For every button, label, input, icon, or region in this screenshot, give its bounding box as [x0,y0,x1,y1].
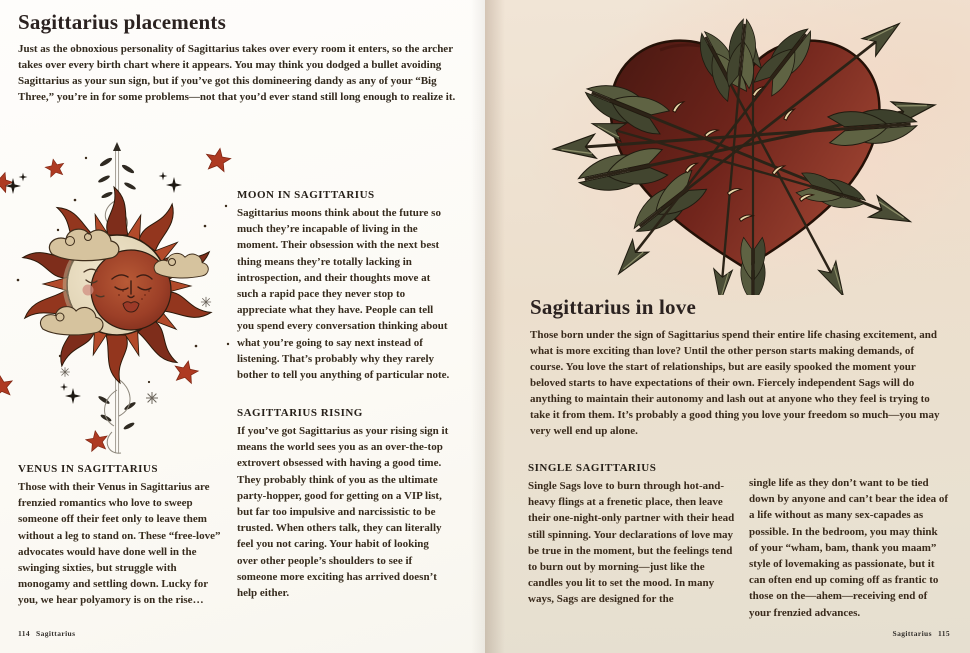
section-single [528,461,736,608]
section-moon [237,188,451,383]
page-title-placements: Sagittarius placements [18,10,226,34]
running-head-right: Sagittarius [892,629,932,638]
section-body-rising: If you’ve got Sagittarius as your rising sign it means the world sees you as an over-the-top extrovert obsessed with having a good time. They probably think of you as the ultimate party-hopper, good for getting on a VIP list, but far too impulsive and narcissistic to be trusted. When others talk, they can literally feel you not caring. Your habit of looking over other people’s shoulders to see if someone more exciting has arrived doesn’t help either. [237,425,449,600]
page-number-left: 114 [18,629,31,638]
right-page-footer [893,629,950,638]
page-number-right: 115 [937,629,950,638]
page-title-in-love: Sagittarius in love [530,295,696,319]
in-love-intro-paragraph: Those born under the sign of Sagittarius spend their entire life chasing excitement, and what is more exciting than love? Until the other person starts making demands, of course. You love the start of relationships, but are easily spooked the moment your beloved starts to have expectations of their own. Fiercely independent Sags will do anything to maintain their autonomy and lash out at anyone who they feel is trying to take it from them. It’s probably a good thing you love your freedom so much—you may very well end up alone. [530,329,940,437]
section-body-moon: Sagittarius moons think about the future so much they’re incapable of living in the moment. Their obsession with the next best thing means they’re totally lacking in introspection, and their thoughts move at such a rapid pace they never stop to appreciate what they have. People can tell you spend every conversation thinking about what you’re going to say next instead of listening. That’s probably why they rarely bother to tell you anything of particular note. [237,207,450,382]
section-body-single-col1: Single Sags love to burn through hot-and-heavy flings at a frenetic place, then leave their one-night-only partner with their head still spinning. Your declarations of love may be true in the moment, but the feelings tend to burn out by morning—just like the candles you lit to set the mood. In many ways, Sags are designed for the [528,480,735,606]
section-heading-moon: MOON IN SAGITTARIUS [237,189,375,201]
heart-pierced-by-arrows-illustration [500,0,955,295]
section-heading-venus: VENUS IN SAGITTARIUS [18,463,158,475]
section-heading-single: SINGLE SAGITTARIUS [528,462,657,474]
running-head-left: Sagittarius [36,629,76,638]
placements-intro-paragraph: Just as the obnoxious personality of Sagittarius takes over every room it enters, so the archer takes over every birth chart where it appears. You may think you dodged a bullet avoiding Sagittarius as your sun sign, but if you’ve got this domineering dandy as any of your “Big Three,” you’re in for some problems—not that you’d ever stand still long enough to realize it. [18,43,456,103]
left-page-footer [18,629,75,638]
right-page [485,0,970,653]
section-body-single-col2: single life as they don’t want to be tied down by anyone and can’t bear the idea of a life without as many sex-capades as possible. In the bedroom, you may think of your “wham, bam, thank you maam” style of lovemaking as passionate, but it can often end up coming off as frantic to those on the—ahem—receiving end of your frenzied advances. [749,477,949,619]
section-venus [18,462,230,609]
sun-and-moon-illustration [0,138,235,463]
section-heading-rising: SAGITTARIUS RISING [237,407,363,419]
section-rising [237,406,451,601]
section-body-venus: Those with their Venus in Sagittarius are frenzied romantics who love to sweep someone off their feet only to leave them without a leg to stand on. These “free-love” advocates would have done well in the swinging sixties, but struggle with monogamy and settling down. Lucky for you, we hear polyamory is on the rise… [18,481,221,607]
